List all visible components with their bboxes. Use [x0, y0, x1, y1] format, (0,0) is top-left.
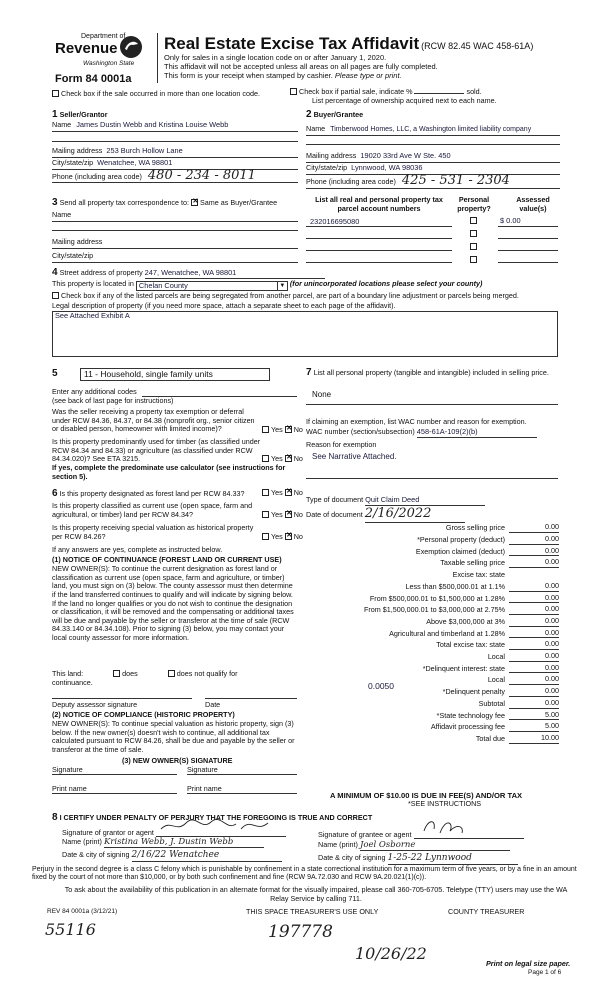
sec6-q2-answers: Yes ✕ No — [262, 511, 303, 520]
revenue-logo-icon — [119, 35, 143, 59]
personal-col-header: Personal property? — [457, 195, 491, 213]
signature-label-1: Signature — [52, 765, 83, 774]
tax-row — [305, 651, 559, 662]
same-as-buyer-checkbox[interactable] — [191, 199, 198, 206]
tax-row-value[interactable]: 0.00 — [509, 675, 559, 685]
handwritten-date: 10/26/22 — [355, 944, 427, 963]
grantor-date-row[interactable]: Date & city of signing 2/16/22 Wenatchee — [62, 850, 282, 862]
q2-yes-checkbox[interactable] — [262, 455, 269, 462]
print-name-label-2: Print name — [187, 784, 222, 793]
section-5-number: 5 — [52, 368, 58, 379]
forest-yes-checkbox[interactable] — [262, 489, 269, 496]
tax-row-value[interactable]: 5.00 — [509, 722, 559, 732]
tax-row-label: Gross selling price — [445, 523, 505, 533]
tax-row — [305, 639, 559, 650]
seller-phone-field[interactable]: Phone (including area code) 480 - 234 - 8011 — [52, 168, 298, 183]
buyer-phone: 425 - 531 - 2304 — [401, 173, 510, 188]
historic-no-checkbox[interactable] — [285, 533, 292, 540]
seller-city-field[interactable]: City/state/zip Wenatchee, WA 98801 — [52, 159, 298, 170]
sec6-q3: Is this property receiving special valuation as historical property per RCW 84.26? — [52, 523, 254, 541]
legal-description-label: Legal description of property (if you need more space, attach a separate sheet to each page of the affidavit). — [52, 301, 396, 310]
parcel-col-header: List all real and personal property tax parcel account numbers — [315, 195, 443, 213]
legal-description-box[interactable]: See Attached Exhibit A — [52, 311, 558, 357]
form-number: Form 84 0001a — [55, 73, 132, 85]
seller-mailing: 253 Burch Hollow Lane — [106, 146, 183, 155]
print-name-label-1: Print name — [52, 784, 87, 793]
chevron-down-icon[interactable]: ▼ — [277, 282, 287, 291]
section-1-heading: 1 Seller/Grantor — [52, 109, 108, 120]
personal-property-checkbox-4[interactable] — [470, 256, 477, 263]
tax-row-label: *Personal property (deduct) — [417, 535, 505, 545]
grantor-signature-row[interactable]: Signature of grantor or agent — [62, 825, 286, 838]
tax-row-value[interactable]: 0.00 — [509, 629, 559, 639]
deputy-date-label: Date — [205, 700, 221, 709]
tax-row — [305, 721, 559, 732]
tax-row-value[interactable]: 0.00 — [509, 523, 559, 533]
tax-row — [305, 674, 559, 685]
tax-row-value[interactable]: 0.00 — [509, 582, 559, 592]
grantee-date-city: 1-25-22 Lynnwood — [388, 853, 518, 865]
doc-type-row[interactable]: Type of document Quit Claim Deed — [306, 496, 485, 506]
sec5-q1: Was the seller receiving a property tax exemption or deferral under RCW 84.36, 84.37, or 84.38 (nonprofit org., senior citizen or disabled person, homeowner with limited income)? — [52, 407, 255, 434]
rev-number: REV 84 0001a (3/12/21) — [47, 908, 118, 915]
multi-location-checkbox[interactable]: Check box if the sale occurred in more than one location code. — [52, 90, 260, 99]
checkbox[interactable] — [290, 88, 297, 95]
parcel-number: 232016695080 — [310, 217, 360, 226]
buyer-city: Lynnwood, WA 98036 — [351, 163, 423, 172]
tax-row-label: Affidavit processing fee — [430, 722, 505, 732]
doc-date: 2/16/2022 — [365, 506, 465, 523]
buyer-phone-field[interactable]: Phone (including area code) 425 - 531 - 2304 — [306, 173, 560, 189]
tax-row-value[interactable]: 0.00 — [509, 699, 559, 709]
grantor-signature-scribble — [156, 819, 286, 833]
form-title: Real Estate Excise Tax Affidavit (RCW 82.45 WAC 458-61A) — [164, 34, 534, 53]
county-select[interactable]: Chelan County ▼ — [136, 281, 288, 291]
checkbox[interactable] — [52, 90, 59, 97]
tax-row-label: Taxable selling price — [440, 558, 505, 568]
sec6-q2: Is this property classified as current use (open space, farm and agricultural, or timber) land per RCW 84.34? — [52, 501, 253, 519]
sec6-q1: 6 Is this property designated as forest land per RCW 84.33? — [52, 488, 245, 499]
continuance: continuance. — [52, 678, 93, 687]
section-2-heading: 2 Buyer/Grantee — [306, 109, 364, 120]
tax-row-label: *Delinquent penalty — [442, 687, 505, 697]
tax-row — [305, 522, 559, 533]
minimum-due: A MINIMUM OF $10.00 IS DUE IN FEE(S) AND/OR TAX — [330, 791, 523, 800]
tax-row — [305, 534, 559, 545]
buyer-mailing-field[interactable]: Mailing address 19020 33rd Ave W Ste. 450 — [306, 152, 560, 163]
partial-list-note: List percentage of ownership acquired next to each name. — [312, 96, 497, 105]
section-8-heading: 8 I CERTIFY UNDER PENALTY OF PERJURY THAT THE FOREGOING IS TRUE AND CORRECT — [52, 812, 373, 823]
county-row: This property is located in Chelan County ▼ (for unincorporated locations please select your county) — [52, 279, 483, 290]
tax-row-label: Total excise tax: state — [436, 640, 505, 650]
personal-property-checkbox-2[interactable] — [470, 230, 477, 237]
seller-name: James Dustin Webb and Kristina Louise Webb — [76, 120, 229, 129]
local-rate: 0.0050 — [368, 681, 394, 691]
q1-yes-checkbox[interactable] — [262, 426, 269, 433]
tax-row-label: Agricultural and timberland at 1.28% — [389, 628, 505, 638]
reason-value: See Narrative Attached. — [312, 452, 397, 461]
tax-row — [305, 545, 559, 556]
tax-row-label: *Delinquent interest: state — [422, 663, 505, 673]
subtitle-2: This affidavit will not be accepted unless all areas on all pages are fully completed. — [164, 62, 438, 71]
seller-city: Wenatchee, WA 98801 — [97, 158, 173, 167]
tax-row — [305, 627, 559, 638]
subtitle-3: This form is your receipt when stamped by cashier. Please type or print. — [164, 71, 402, 80]
page-number: Page 1 of 6 — [528, 969, 562, 976]
sec5-q2-answers: Yes ✕ No — [262, 455, 303, 464]
assessed-col-header: Assessed value(s) — [516, 195, 550, 213]
sec5-q2b: If yes, complete the predominate use calculator (see instructions for section 5). — [52, 463, 286, 481]
dept-of: Department of — [81, 33, 126, 40]
personal-property-field[interactable]: None — [312, 390, 332, 399]
tax-row-value[interactable]: 0.00 — [509, 652, 559, 662]
grantee-signature-row[interactable]: Signature of grantee or agent — [318, 827, 524, 840]
handwritten-number-2: 197778 — [268, 922, 333, 942]
tax-row-value[interactable]: 0.00 — [509, 617, 559, 627]
sec3-mailing-field[interactable]: Mailing address — [52, 238, 298, 249]
tax-row-label: Local — [487, 652, 505, 662]
handwritten-number-1: 55116 — [45, 920, 96, 939]
does-qualify-checkbox[interactable] — [113, 670, 120, 677]
buyer-name: Timberwood Homes, LLC, a Washington limited liability company — [330, 126, 532, 133]
tax-row — [305, 604, 559, 615]
tax-row — [305, 581, 559, 592]
additional-codes-label: Enter any additional codes — [52, 387, 137, 396]
additional-codes-note: (see back of last page for instructions) — [52, 396, 174, 405]
buyer-mailing: 19020 33rd Ave W Ste. 450 — [360, 151, 451, 160]
buyer-city-field[interactable]: City/state/zip Lynnwood, WA 98036 — [306, 164, 560, 175]
tax-row — [305, 557, 559, 568]
county-treasurer: COUNTY TREASURER — [448, 907, 525, 916]
section-3-heading: 3 Send all property tax correspondence to: ✕ Same as Buyer/Grantee — [52, 197, 277, 209]
property-street: 247, Wenatchee, WA 98801 — [145, 269, 325, 279]
grantor-name-row[interactable]: Name (print) Kristina Webb, J. Dustin Webb — [62, 837, 264, 848]
treasurer-use: THIS SPACE TREASURER'S USE ONLY — [246, 907, 379, 916]
tax-row-label: Subtotal — [478, 698, 505, 708]
notice-3-heading: (3) NEW OWNER(S) SIGNATURE — [122, 756, 233, 765]
tax-row-value[interactable]: 0.00 — [509, 594, 559, 604]
sec6-q1-answers: Yes ✕ No — [262, 489, 303, 498]
deputy-label: Deputy assessor signature — [52, 700, 138, 709]
notice-1-body: NEW OWNER(S): To continue the current designation as forest land or classification as current use (open space, farm and agriculture, or timber) land, you must sign on (3) below. The county assessor must then determine if the land transferred continues to qualify and will indicate by signing below. If the land no longer qualifies or you do not wish to continue the designation or classification, it will be removed and the compensating or additional taxes will be due and payable by the seller or transferor at the time of sale (RCW 84.33.140 or 84.34.108). Prior to signing (3) below, you may contact your local county assessor for more information. — [52, 564, 294, 643]
grantee-signature-scribble — [414, 817, 524, 835]
buyer-name-field[interactable]: Name Timberwood Homes, LLC, a Washington limited liability company — [306, 125, 560, 136]
tax-row-value[interactable]: 0.00 — [509, 640, 559, 650]
partial-sale-checkbox[interactable]: Check box if partial sale, indicate % sold. — [290, 88, 482, 97]
use-code-field[interactable]: 11 - Household, single family units — [80, 368, 270, 381]
sec5-q2: Is this property predominantly used for timber (as classified under RCW 84.34 and 84.33) or agriculture (as classified under RCW 84.34.020)? See ETA 3215. — [52, 437, 261, 464]
personal-property-checkbox-1[interactable] — [470, 217, 477, 224]
assessed-value: $ 0.00 — [500, 216, 521, 225]
grantee-date-row[interactable]: Date & city of signing 1-25-22 Lynnwood — [318, 853, 518, 865]
grantee-name-row[interactable]: Name (print) Joel Osborne — [318, 840, 510, 851]
current-use-yes-checkbox[interactable] — [262, 511, 269, 518]
tax-row — [305, 662, 559, 673]
section-7-label: 7 List all personal property (tangible and intangible) included in selling price. — [306, 367, 549, 378]
signature-label-2: Signature — [187, 765, 218, 774]
grantor-date-city: 2/16/22 Wenatchee — [132, 850, 282, 862]
tax-row-label: *State technology fee — [436, 710, 505, 720]
tax-row-label: Total due — [475, 733, 505, 743]
segregated-checkbox[interactable]: Check box if any of the listed parcels are being segregated from another parcel, are part of a boundary line adjustment or parcels being merged. — [52, 292, 519, 301]
tax-row — [305, 733, 559, 744]
see-instructions: *SEE INSTRUCTIONS — [408, 799, 482, 808]
this-land-row: This land: does does not qualify for — [52, 669, 238, 678]
current-use-no-checkbox[interactable] — [285, 511, 292, 518]
sec3-name-field[interactable]: Name — [52, 211, 298, 222]
tax-row-value[interactable]: 0.00 — [509, 535, 559, 545]
notice-2-body: NEW OWNER(S): To continue special valuation as historic property, sign (3) below. If the new owner(s) doesn't wish to continue, all additional tax calculated pursuant to RCW 84.26, shall be due and payable by the seller or transferor at the time of sale. — [52, 719, 295, 754]
notice-2-heading: (2) NOTICE OF COMPLIANCE (HISTORIC PROPERTY) — [52, 710, 235, 719]
tax-row-label: Local — [487, 675, 505, 685]
parcel-row-1[interactable] — [306, 226, 452, 227]
tax-row-label: Above $3,000,000 at 3% — [426, 616, 505, 626]
subtitle-1: Only for sales in a single location code on or after January 1, 2020. — [164, 53, 387, 62]
grantor-signature[interactable] — [156, 825, 286, 837]
doc-date-row[interactable]: Date of document 2/16/2022 — [306, 506, 465, 523]
deputy-date-field[interactable] — [205, 698, 297, 699]
wa-state: Washington State — [83, 60, 135, 67]
tax-row-value[interactable]: 0.00 — [509, 547, 559, 557]
exemption-label: If claiming an exemption, list WAC number and reason for exemption. — [306, 417, 527, 426]
checkbox[interactable] — [52, 292, 59, 299]
print-legal-note: Print on legal size paper. — [486, 959, 571, 968]
tax-row-value[interactable]: 0.00 — [509, 605, 559, 615]
seller-name-field[interactable]: Name James Dustin Webb and Kristina Louise Webb — [52, 121, 298, 132]
tax-row-label: From $1,500,000.01 to $3,000,000 at 2.75% — [363, 605, 505, 615]
tax-row — [305, 592, 559, 603]
tax-row-label: Less than $500,000.01 at 1.1% — [405, 581, 505, 591]
tax-row-value[interactable]: 0.00 — [509, 558, 559, 568]
sec6-instr: If any answers are yes, complete as instructed below. — [52, 545, 223, 554]
forest-no-checkbox[interactable] — [285, 489, 292, 496]
sec6-q3-answers: Yes ✕ No — [262, 533, 303, 542]
notice-1-heading: (1) NOTICE OF CONTINUANCE (FOREST LAND OR CURRENT USE) — [52, 555, 282, 564]
revenue-word: Revenue — [55, 40, 118, 57]
historic-yes-checkbox[interactable] — [262, 533, 269, 540]
tax-row-label: Excise tax: state — [452, 570, 505, 580]
q1-no-checkbox[interactable] — [285, 426, 292, 433]
tax-row — [305, 569, 559, 580]
reason-label: Reason for exemption — [306, 440, 377, 449]
wac-row[interactable]: WAC number (section/subsection) 458-61A-109(2)(b) — [306, 428, 537, 438]
section-4-street[interactable]: 4 Street address of property 247, Wenatchee, WA 98801 — [52, 267, 558, 279]
q2-no-checkbox[interactable] — [285, 455, 292, 462]
sec3-city-field[interactable]: City/state/zip — [52, 252, 298, 263]
grantee-signature[interactable] — [414, 827, 524, 839]
seller-phone: 480 - 234 - 8011 — [147, 168, 256, 183]
deputy-signature-field[interactable] — [52, 698, 192, 699]
tax-row — [305, 698, 559, 709]
tax-row — [305, 616, 559, 627]
grantee-name-print: Joel Osborne — [360, 840, 510, 851]
alt-format-notice: To ask about the availability of this publication in an alternate format for the visually impaired, please call 360-705-6705. Teletype (TTY) users may use the WA Relay Service by calling 711. — [64, 885, 568, 903]
doc-type: Quit Claim Deed — [365, 496, 485, 506]
perjury-notice: Perjury in the second degree is a class C felony which is punishable by confinement in a state correctional institution for a maximum term of five years, or by a fine in an amount fixed by the court of not more than $10,000, or by both such confinement and fine (RCW 9A.72.030 and RCW 9A.20.021(1)(c)). — [32, 866, 577, 882]
grantor-name-print: Kristina Webb, J. Dustin Webb — [104, 837, 264, 848]
seller-mailing-field[interactable]: Mailing address 253 Burch Hollow Lane — [52, 147, 298, 158]
tax-row-value[interactable]: 10.00 — [509, 734, 559, 744]
tax-row-value[interactable]: 0.00 — [509, 687, 559, 697]
tax-row-value[interactable]: 0.00 — [509, 664, 559, 674]
wac-number: 458-61A-109(2)(b) — [417, 428, 537, 438]
does-not-qualify-checkbox[interactable] — [168, 670, 175, 677]
tax-row — [305, 709, 559, 720]
tax-row — [305, 686, 559, 697]
sec5-q1-answers: Yes ✕ No — [262, 426, 303, 435]
tax-row-value[interactable]: 5.00 — [509, 711, 559, 721]
tax-row-label: Exemption claimed (deduct) — [415, 546, 505, 556]
tax-row-label: From $500,000.01 to $1,500,000 at 1.28% — [369, 593, 505, 603]
personal-property-checkbox-3[interactable] — [470, 243, 477, 250]
